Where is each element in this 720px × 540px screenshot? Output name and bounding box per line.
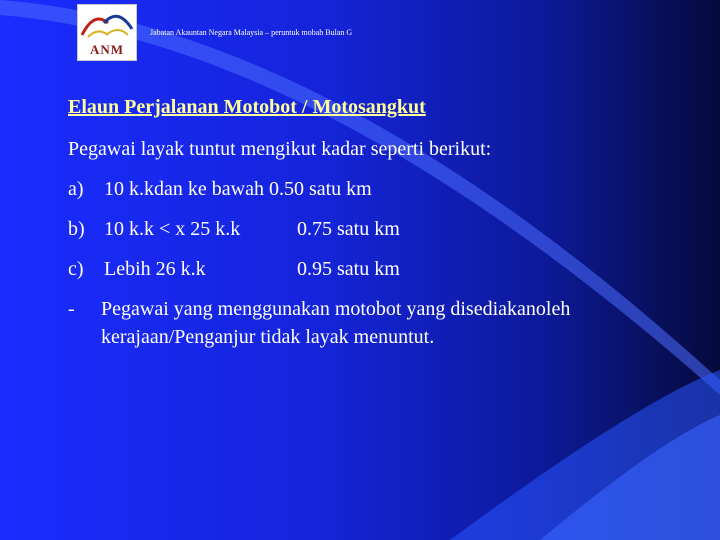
row-rate: 0.95 satu km [297, 258, 400, 280]
note-line-2: kerajaan/Penganjur tidak layak menuntut. [101, 326, 435, 348]
anm-logo [77, 4, 137, 61]
row-rate: 0.75 satu km [297, 218, 400, 240]
row-text: 10 k.k < x 25 k.k [104, 218, 241, 240]
row-label: a) [68, 178, 84, 200]
row-text: 10 k.kdan ke bawah 0.50 satu km [104, 178, 372, 200]
note-dash: - [68, 298, 75, 320]
row-label: b) [68, 218, 85, 240]
row-label: c) [68, 258, 84, 280]
organization-header: Jabatan Akauntan Negara Malaysia – peruntuk mobah Bulan G [150, 28, 353, 37]
slide-title: Elaun Perjalanan Motobot / Motosangkut [68, 96, 426, 118]
row-text: Lebih 26 k.k [104, 258, 206, 280]
logo-text: ANM [89, 42, 125, 57]
note-line-1: Pegawai yang menggunakan motobot yang disediakanoleh [101, 298, 571, 320]
logo-arcs-icon [78, 5, 136, 45]
intro-text: Pegawai layak tuntut mengikut kadar seperti berikut: [68, 138, 492, 160]
